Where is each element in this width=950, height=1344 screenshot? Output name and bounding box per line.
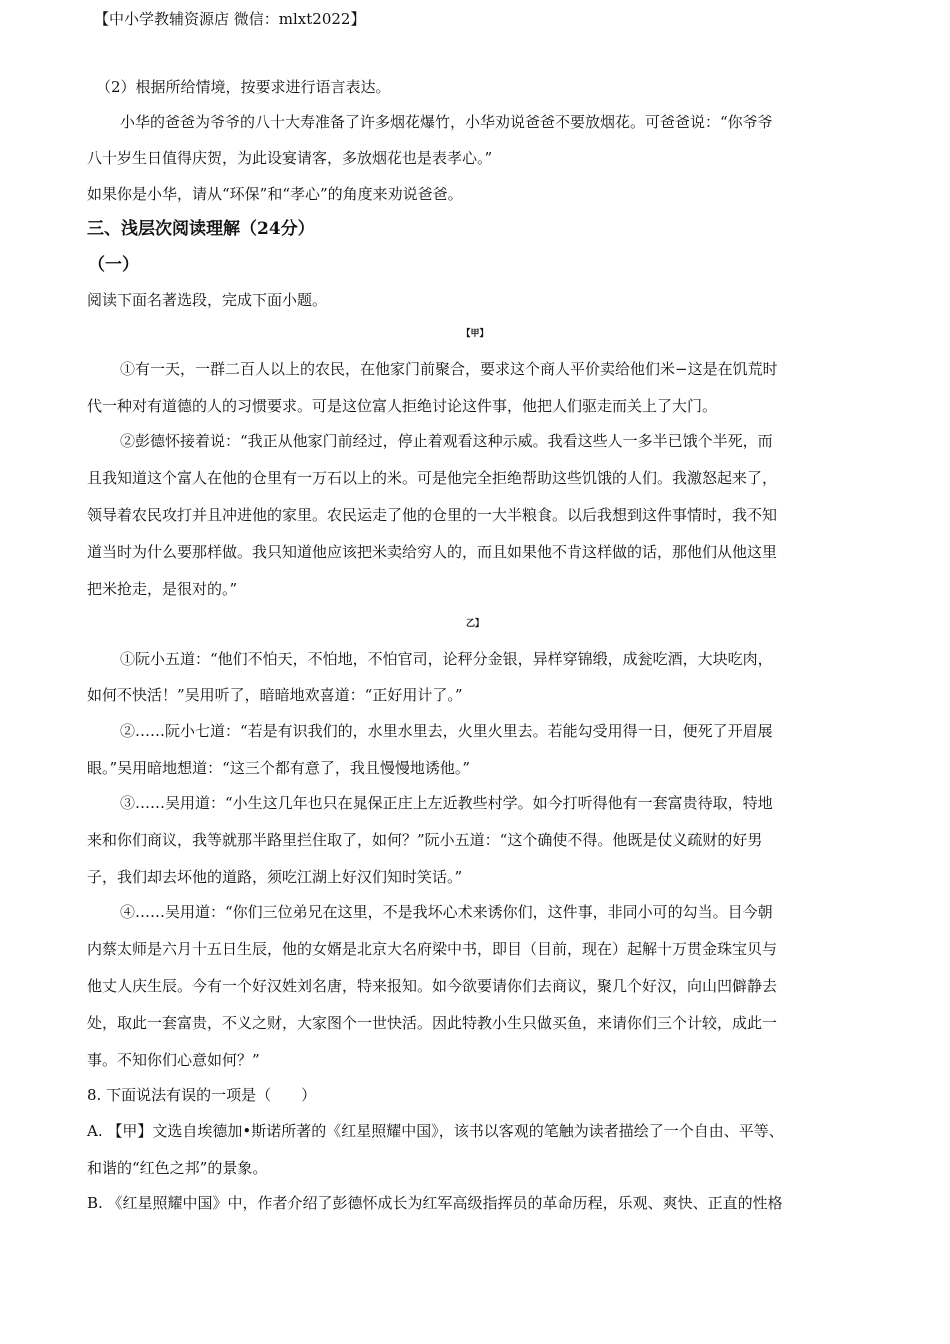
situation-line-1: 小华的爸爸为爷爷的八十大寿准备了许多烟花爆竹，小华劝说爸爸不要放烟花。可爸爸说：“你爷爷: [120, 113, 773, 131]
q8-option-b-line-1: B. 《红星照耀中国》中，作者介绍了彭德怀成长为红军高级指挥员的革命历程，乐观、爽快、正直的性格: [87, 1194, 783, 1212]
yi-line: 如何不快活！”吴用听了，暗暗地欢喜道：“正好用计了。”: [87, 686, 463, 704]
q8-stem: 8. 下面说法有误的一项是（ ）: [87, 1086, 317, 1104]
situation-line-2: 八十岁生日值得庆贺，为此设宴请客，多放烟花也是表孝心。”: [87, 149, 493, 167]
yi-line: 他丈人庆生辰。今有一个好汉姓刘名唐，特来报知。如今欲要请你们去商议，聚几个好汉，向山凹僻静去: [87, 977, 778, 995]
section3-title: 三、浅层次阅读理解（24分）: [87, 219, 315, 239]
yi-line: 子，我们却去坏他的道路，须吃江湖上好汉们知时笑话。”: [87, 868, 463, 886]
task2-requirement: 如果你是小华，请从“环保”和“孝心”的角度来劝说爸爸。: [87, 185, 463, 203]
yi-line: 眼。”吴用暗地想道：“这三个都有意了，我且慢慢地诱他。”: [87, 759, 471, 777]
jia-line: ①有一天，一群二百人以上的农民，在他家门前聚合，要求这个商人平价卖给他们米−这是在饥荒时: [120, 360, 778, 378]
jia-heading: 【甲】: [461, 329, 489, 339]
yi-line: ①阮小五道：“他们不怕天，不怕地，不怕官司，论秤分金银，异样穿锦缎，成瓮吃酒，大块吃肉，: [120, 650, 773, 668]
yi-line: 内蔡太师是六月十五日生辰，他的女婿是北京大名府梁中书，即目（目前，现在）起解十万贯金珠宝贝与: [87, 940, 778, 958]
reading-instruction: 阅读下面名著选段，完成下面小题。: [87, 291, 328, 309]
jia-line: ②彭德怀接着说：“我正从他家门前经过，停止着观看这种示威。我看这些人一多半已饿个半死，而: [120, 432, 773, 450]
yi-line: 处，取此一套富贵，不义之财，大家图个一世快活。因此特教小生只做买鱼，来请你们三个计较，成此一: [87, 1014, 778, 1032]
jia-line: 把米抢走，是很对的。”: [87, 580, 238, 598]
yi-line: ④……吴用道：“你们三位弟兄在这里，不是我坏心术来诱你们，这件事，非同小可的勾当。目今朝: [120, 903, 773, 921]
page-header: 【中小学教辅资源店 微信：mlxt2022】: [94, 10, 366, 28]
yi-line: ③……吴用道：“小生这几年也只在晁保正庄上左近教些村学。如今打听得他有一套富贵待取，特地: [120, 794, 773, 812]
jia-line: 领导着农民攻打并且冲进他的家里。农民运走了他的仓里的一大半粮食。以后我想到这件事情时，我不知: [87, 506, 778, 524]
task2-prompt: （2）根据所给情境，按要求进行语言表达。: [96, 78, 391, 96]
yi-line: 来和你们商议，我等就那半路里拦住取了，如何？”阮小五道：“这个确使不得。他既是仗义疏财的好男: [87, 831, 763, 849]
part-one-label: （一）: [88, 255, 139, 275]
yi-line: ②……阮小七道：“若是有识我们的，水里水里去，火里火里去。若能勾受用得一日，便死了开眉展: [120, 722, 773, 740]
jia-line: 道当时为什么要那样做。我只知道他应该把米卖给穷人的，而且如果他不肯这样做的话，那他们从他这里: [87, 543, 778, 561]
q8-option-a-line-1: A. 【甲】文选自埃德加•斯诺所著的《红星照耀中国》，该书以客观的笔触为读者描绘了一个自由、平等、: [87, 1122, 784, 1140]
yi-heading: 乙】: [465, 619, 484, 629]
yi-line: 事。不知你们心意如何？”: [87, 1051, 260, 1069]
q8-option-a-line-2: 和谐的“红色之邦”的景象。: [87, 1159, 268, 1177]
jia-line: 代一种对有道德的人的习惯要求。可是这位富人拒绝讨论这件事，他把人们驱走而关上了大门。: [87, 397, 718, 415]
jia-line: 且我知道这个富人在他的仓里有一万石以上的米。可是他完全拒绝帮助这些饥饿的人们。我激怒起来了，: [87, 469, 778, 487]
